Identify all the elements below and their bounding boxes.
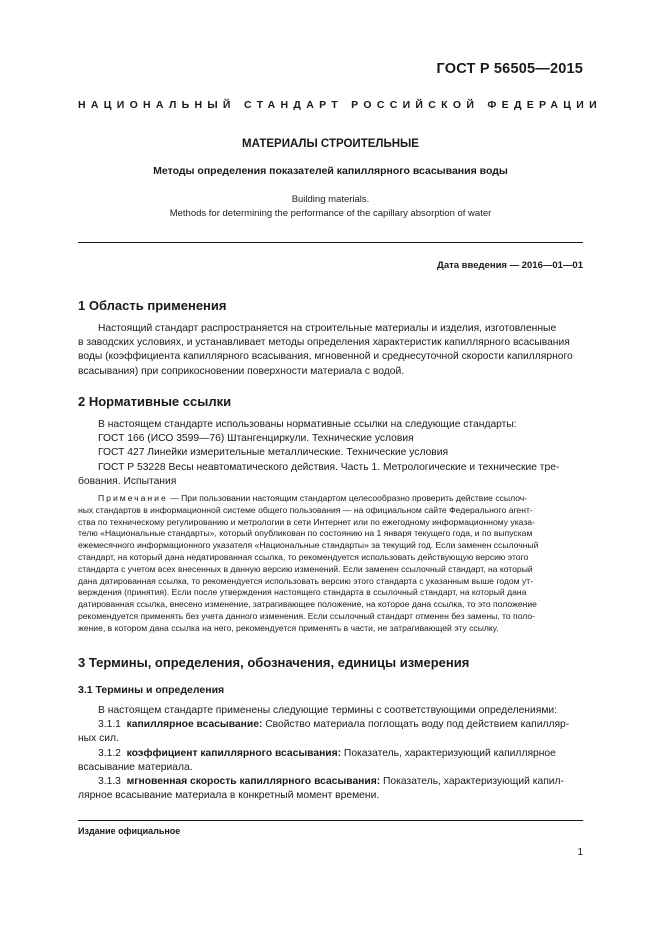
note-line: ства по техническому регулированию и метрологии в сети Интернет или по ежегодному информационному указа- (78, 516, 535, 527)
section-heading: 2 Нормативные ссылки (78, 394, 232, 409)
term-line (78, 747, 583, 761)
official-edition-label: Издание официальное (78, 826, 181, 836)
page-number: 1 (577, 847, 583, 858)
term-name: мгновенная скорость капиллярного всасывания: (126, 776, 381, 788)
note-line: ежемесячного информационного указателя «Национальные стандарты» за текущий год. Если заменен ссылочный (78, 540, 539, 551)
term-name: капиллярное всасывание: (126, 719, 263, 731)
note-line (78, 493, 583, 505)
term-line: лярное всасывание материала в конкретный момент времени. (78, 790, 380, 802)
term-line (78, 775, 583, 789)
reference-note (78, 493, 583, 635)
english-title-line: Building materials. (291, 194, 370, 205)
reference-item: бования. Испытания (78, 475, 177, 487)
national-standard-banner: НАЦИОНАЛЬНЫЙ СТАНДАРТ РОССИЙСКОЙ ФЕДЕРАЦИИ (78, 99, 602, 111)
section-paragraph (78, 322, 583, 379)
reference-item: ГОСТ 427 Линейки измерительные металлические. Технические условия (98, 447, 449, 459)
note-label: Примечание (98, 493, 168, 503)
note-line: стандарт, на который дана недатированная ссылка, то рекомендуется использовать действующую версию этого (78, 551, 529, 562)
term-line: всасывание материала. (78, 761, 193, 773)
references-list (78, 418, 583, 489)
introduction-date: Дата введения — 2016—01—01 (437, 260, 583, 271)
note-line: верждения (принятия). Если после утверждения настоящего стандарта в ссылочный стандарт, на который дана (78, 587, 527, 598)
text-line: В настоящем стандарте применены следующие термины с соответствующими определениями: (98, 705, 558, 716)
title-divider (78, 242, 583, 243)
section-heading: 3 Термины, определения, обозначения, единицы измерения (78, 655, 470, 670)
section-heading: 1 Область применения (78, 298, 227, 313)
text-line: Настоящий стандарт распространяется на строительные материалы и изделия, изготовленные (98, 323, 557, 334)
term-line: ных сил. (78, 733, 119, 745)
note-text: — При пользовании настоящим стандартом целесообразно проверить действие ссылоч- (167, 493, 528, 503)
standard-subtitle: Методы определения показателей капиллярного всасывания воды (153, 165, 508, 177)
footer-divider (78, 820, 583, 821)
english-title (78, 193, 583, 220)
text-line: в заводских условиях, и устанавливает методы определения характеристик капиллярного всасывания (78, 337, 570, 349)
term-definition: Показатель, характеризующий капил- (380, 776, 564, 788)
note-line: стандарта с учетом всех внесенных в данную версию изменений. Если заменен ссылочный стандарт, на который (78, 563, 533, 574)
term-line (78, 718, 583, 732)
standard-title: МАТЕРИАЛЫ СТРОИТЕЛЬНЫЕ (242, 138, 419, 150)
subsection-heading: 3.1 Термины и определения (78, 684, 225, 696)
term-number: 3.1.2 (98, 747, 121, 759)
term-number: 3.1.1 (98, 719, 121, 731)
term-name: коэффициент капиллярного всасывания: (126, 747, 342, 759)
reference-item: ГОСТ 166 (ИСО 3599—76) Штангенциркули. Технические условия (98, 433, 414, 445)
note-line: рекомендуется применять без учета данного изменения. Если ссылочный стандарт отменен без замены, то поло- (78, 610, 536, 621)
note-line: дана датированная ссылка, то рекомендуется использовать версию этого стандарта с указанным выше годом ут- (78, 575, 534, 586)
terms-list (78, 704, 583, 803)
term-definition: Показатель, характеризующий капиллярное (341, 747, 556, 759)
note-line: ных стандартов в информационной системе общего пользования — на официальном сайте Федерального агент- (78, 504, 533, 515)
text-line: всасывания) при соприкосновении поверхности материала с водой. (78, 365, 405, 377)
term-number: 3.1.3 (98, 776, 121, 788)
text-line: воды (коэффициента капиллярного всасывания, мгновенной и среднесуточной скорости капиллярного (78, 351, 573, 363)
term-definition: Свойство материала поглощать воду под действием капилляр- (262, 719, 570, 731)
document-code: ГОСТ Р 56505—2015 (436, 61, 583, 77)
reference-item: ГОСТ Р 53228 Весы неавтоматического действия. Часть 1. Метрологические и технические тре- (98, 461, 560, 473)
text-line: В настоящем стандарте использованы нормативные ссылки на следующие стандарты: (98, 419, 517, 430)
note-line: датированная ссылка, внесено изменение, затрагивающее положение, на которое дана ссылка, то это положение (78, 599, 537, 610)
english-title-line: Methods for determining the performance of the capillary absorption of water (169, 207, 492, 219)
note-line: телю «Национальные стандарты», который опубликован по состоянию на 1 января текущего года, и по выпускам (78, 528, 533, 539)
note-line: жение, в котором дана ссылка на него, рекомендуется применять в части, не затрагивающей эту ссылку. (78, 622, 499, 633)
